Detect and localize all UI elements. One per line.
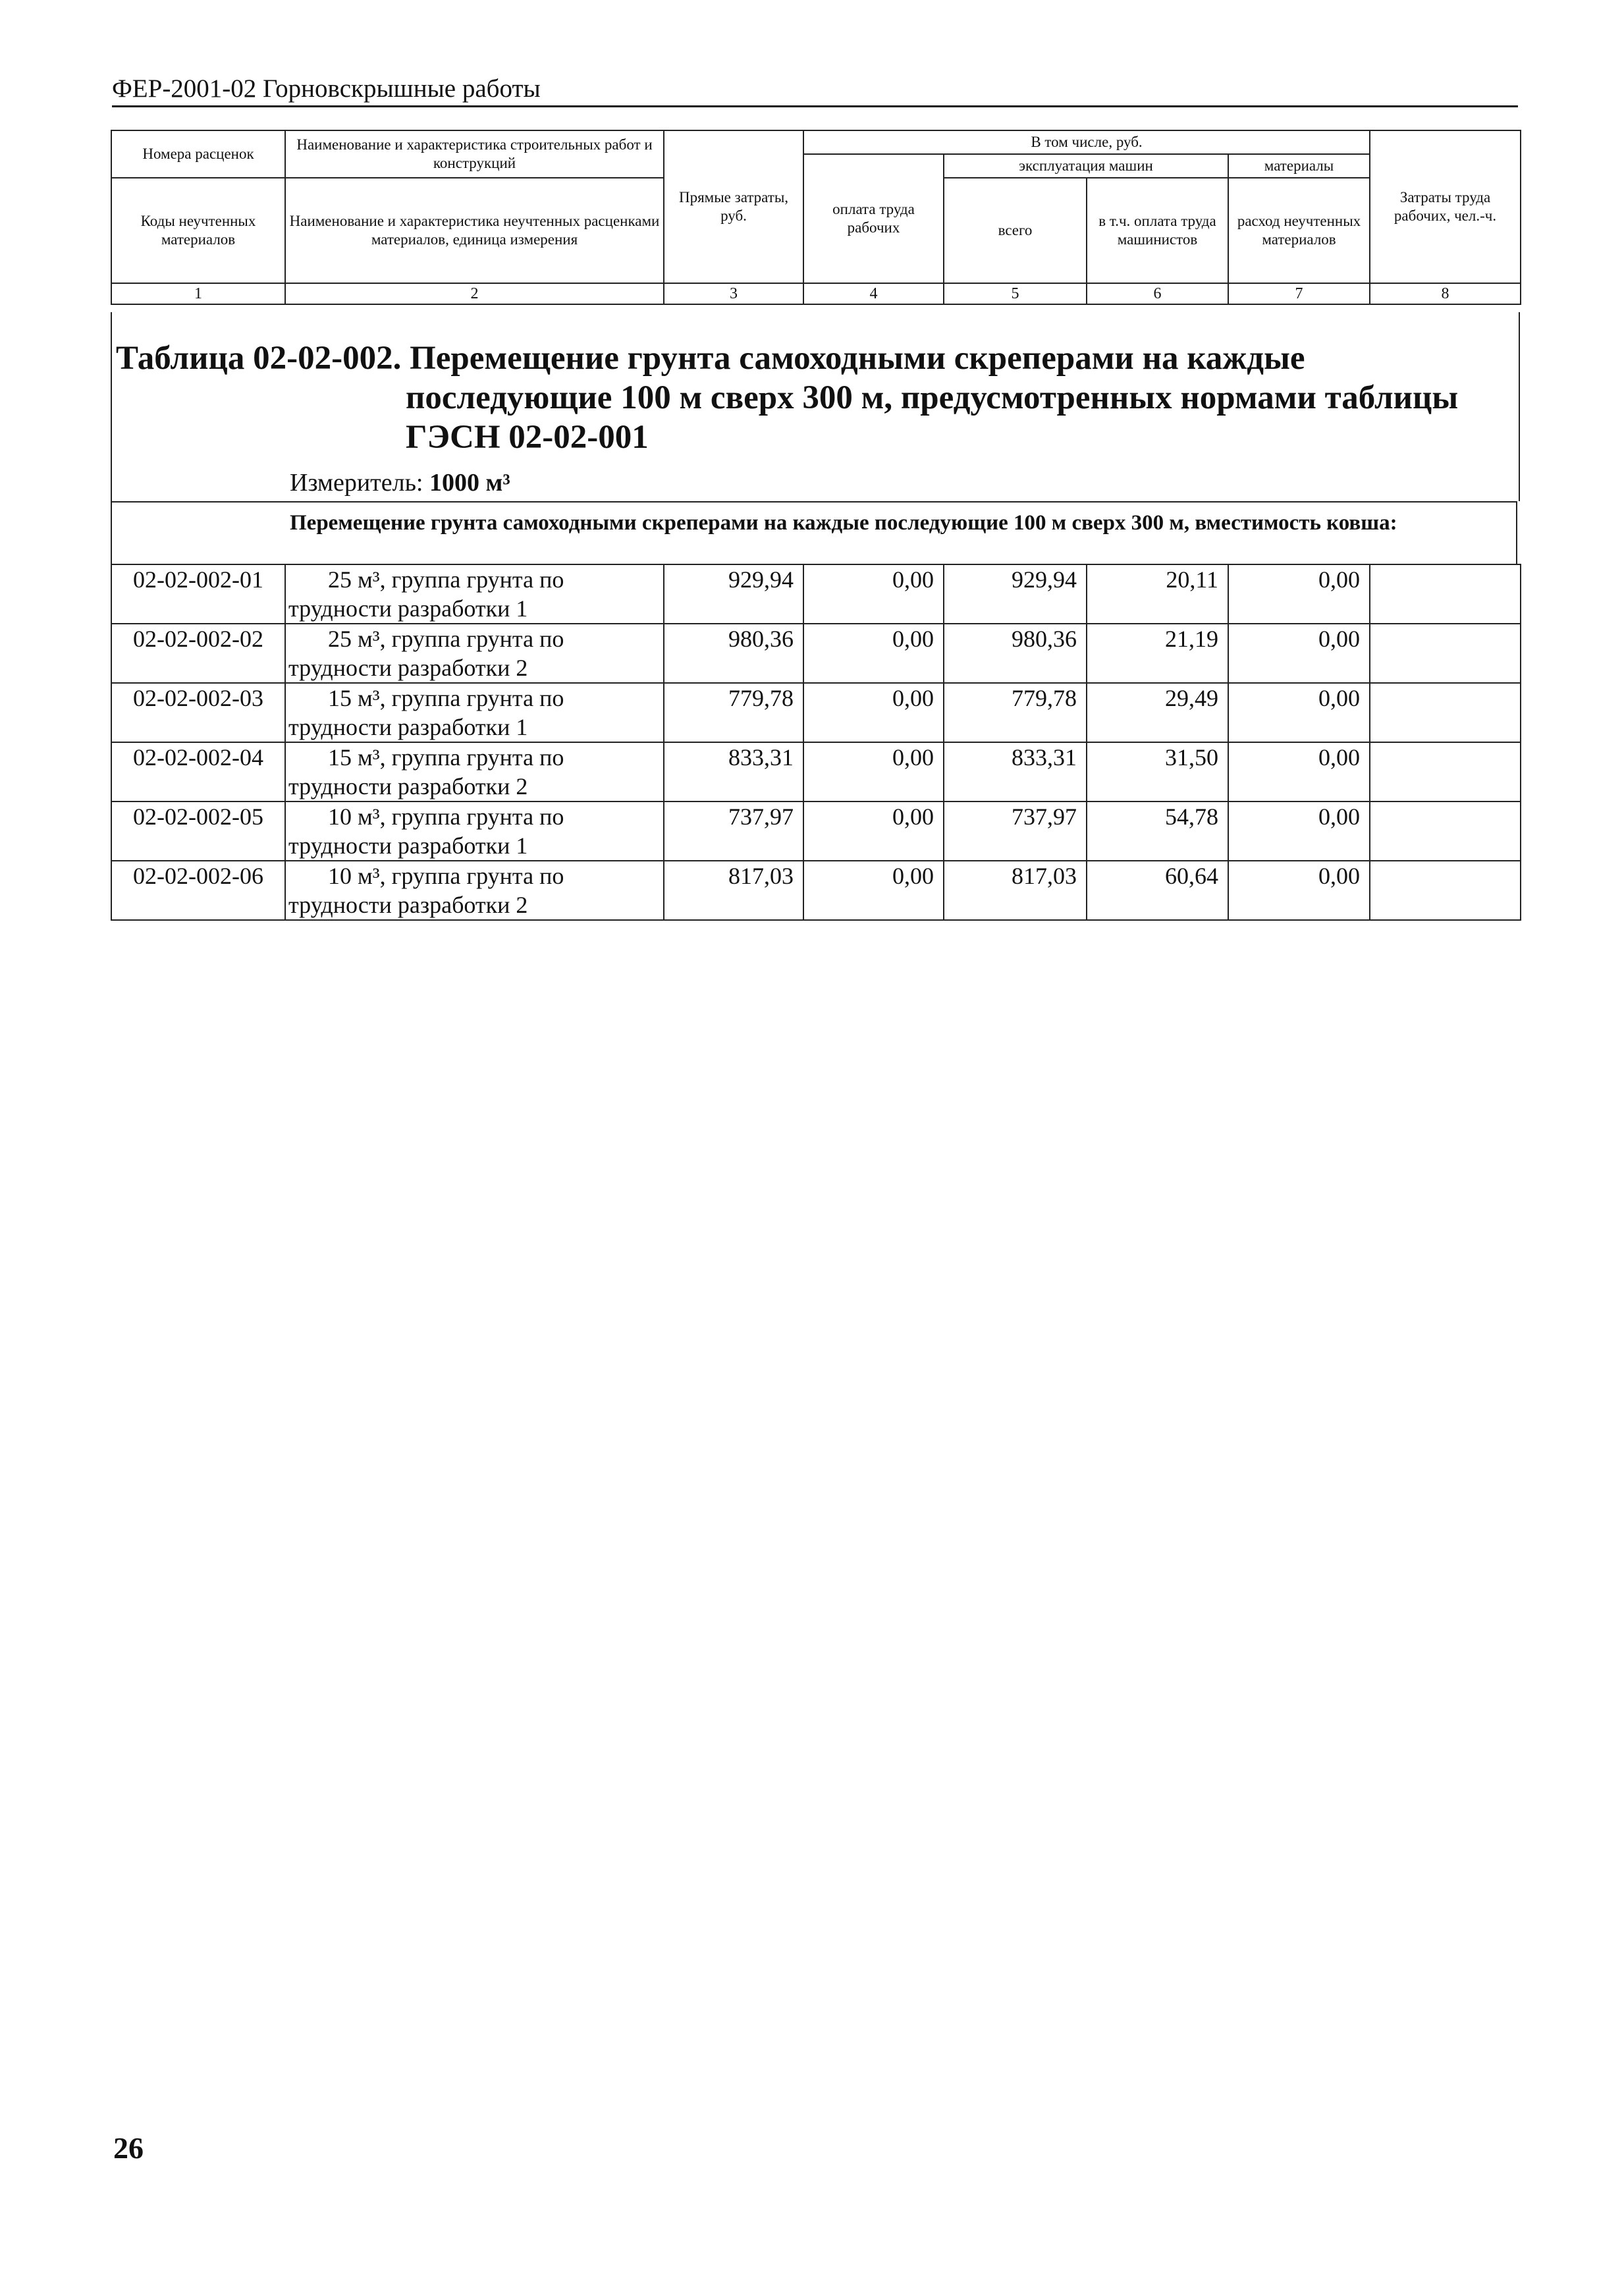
table-title-line-2: последующие 100 м сверх 300 м, предусмотренных нормами таблицы — [406, 379, 1459, 416]
machines-total: 737,97 — [944, 801, 1087, 861]
rate-code: 02-02-002-05 — [111, 801, 285, 861]
header-wages: оплата труда рабочих — [803, 154, 944, 283]
table-row — [111, 861, 1521, 920]
labor-costs — [1370, 624, 1521, 683]
materials: 0,00 — [1228, 742, 1370, 801]
work-name-line-1: 10 м³, группа грунта по — [328, 863, 564, 889]
machines-total: 817,03 — [944, 861, 1087, 920]
running-header: ФЕР-2001-02 Горновскрышные работы — [112, 74, 1518, 107]
direct-costs: 833,31 — [664, 742, 803, 801]
rates-table — [111, 564, 1521, 921]
wages: 0,00 — [803, 801, 944, 861]
direct-costs: 737,97 — [664, 801, 803, 861]
labor-costs — [1370, 683, 1521, 742]
section-title: Перемещение грунта самоходными скреперами на каждые последующие 100 м сверх 300 м, вместимость ковша: — [290, 511, 1397, 535]
section-block — [111, 501, 1517, 564]
machines-total: 980,36 — [944, 624, 1087, 683]
work-name-line-2: трудности разработки 1 — [288, 714, 528, 740]
header-materials: материалы — [1228, 154, 1370, 178]
header-direct-costs: Прямые затраты, руб. — [664, 130, 803, 283]
work-name — [285, 683, 664, 742]
wages: 0,00 — [803, 683, 944, 742]
column-number: 3 — [664, 283, 803, 304]
work-name-line-1: 15 м³, группа грунта по — [328, 744, 564, 771]
header-work-name: Наименование и характеристика строительных работ и конструкций — [285, 130, 664, 178]
machines-total: 833,31 — [944, 742, 1087, 801]
work-name-line-2: трудности разработки 1 — [288, 832, 528, 859]
labor-costs — [1370, 564, 1521, 624]
work-name-line-2: трудности разработки 1 — [288, 595, 528, 622]
column-number: 6 — [1087, 283, 1228, 304]
table-row — [111, 564, 1521, 624]
table-title-block — [111, 312, 1520, 501]
wages: 0,00 — [803, 861, 944, 920]
machinist-wages: 20,11 — [1087, 564, 1228, 624]
wages: 0,00 — [803, 564, 944, 624]
rate-code: 02-02-002-01 — [111, 564, 285, 624]
rate-code: 02-02-002-04 — [111, 742, 285, 801]
work-name-line-2: трудности разработки 2 — [288, 773, 528, 800]
materials: 0,00 — [1228, 683, 1370, 742]
direct-costs: 929,94 — [664, 564, 803, 624]
table-row — [111, 683, 1521, 742]
unit-line — [290, 468, 510, 497]
materials: 0,00 — [1228, 564, 1370, 624]
machinist-wages: 54,78 — [1087, 801, 1228, 861]
table-title — [116, 339, 1499, 457]
work-name — [285, 624, 664, 683]
work-name-line-1: 15 м³, группа грунта по — [328, 685, 564, 711]
column-number: 7 — [1228, 283, 1370, 304]
table-row — [111, 624, 1521, 683]
table-title-line-1: Таблица 02-02-002. Перемещение грунта самоходными скреперами на каждые — [116, 340, 1305, 377]
materials: 0,00 — [1228, 861, 1370, 920]
header-machinist-wages: в т.ч. оплата труда машинистов — [1087, 178, 1228, 283]
labor-costs — [1370, 801, 1521, 861]
machines-total: 929,94 — [944, 564, 1087, 624]
table-row — [111, 742, 1521, 801]
work-name-line-1: 25 м³, группа грунта по — [328, 566, 564, 593]
header-machines-total: всего — [944, 178, 1087, 283]
wages: 0,00 — [803, 624, 944, 683]
column-number: 1 — [111, 283, 285, 304]
column-header-table — [111, 130, 1521, 305]
header-including: В том числе, руб. — [803, 130, 1370, 154]
column-number: 2 — [285, 283, 664, 304]
column-number: 4 — [803, 283, 944, 304]
machinist-wages: 31,50 — [1087, 742, 1228, 801]
machinist-wages: 29,49 — [1087, 683, 1228, 742]
direct-costs: 779,78 — [664, 683, 803, 742]
column-number: 8 — [1370, 283, 1521, 304]
unit-value: 1000 м³ — [429, 469, 510, 497]
direct-costs: 980,36 — [664, 624, 803, 683]
work-name — [285, 742, 664, 801]
rate-code: 02-02-002-06 — [111, 861, 285, 920]
header-machines: эксплуатация машин — [944, 154, 1228, 178]
machinist-wages: 21,19 — [1087, 624, 1228, 683]
machinist-wages: 60,64 — [1087, 861, 1228, 920]
work-name-line-2: трудности разработки 2 — [288, 655, 528, 681]
unit-label: Измеритель: — [290, 469, 429, 497]
work-name-line-2: трудности разработки 2 — [288, 892, 528, 918]
wages: 0,00 — [803, 742, 944, 801]
machines-total: 779,78 — [944, 683, 1087, 742]
labor-costs — [1370, 861, 1521, 920]
header-material-usage: расход неучтенных материалов — [1228, 178, 1370, 283]
materials: 0,00 — [1228, 801, 1370, 861]
header-labor-costs: Затраты труда рабочих, чел.-ч. — [1370, 130, 1521, 283]
direct-costs: 817,03 — [664, 861, 803, 920]
work-name — [285, 801, 664, 861]
work-name-line-1: 25 м³, группа грунта по — [328, 626, 564, 652]
header-material-codes: Коды неучтенных материалов — [111, 178, 285, 283]
header-rate-numbers: Номера расценок — [111, 130, 285, 178]
work-name — [285, 861, 664, 920]
materials: 0,00 — [1228, 624, 1370, 683]
column-number: 5 — [944, 283, 1087, 304]
work-name — [285, 564, 664, 624]
table-title-line-3: ГЭСН 02-02-001 — [406, 419, 649, 456]
labor-costs — [1370, 742, 1521, 801]
rate-code: 02-02-002-02 — [111, 624, 285, 683]
rate-code: 02-02-002-03 — [111, 683, 285, 742]
work-name-line-1: 10 м³, группа грунта по — [328, 803, 564, 830]
page-number: 26 — [113, 2131, 144, 2165]
header-material-name: Наименование и характеристика неучтенных расценками материалов, единица измерения — [285, 178, 664, 283]
table-row — [111, 801, 1521, 861]
